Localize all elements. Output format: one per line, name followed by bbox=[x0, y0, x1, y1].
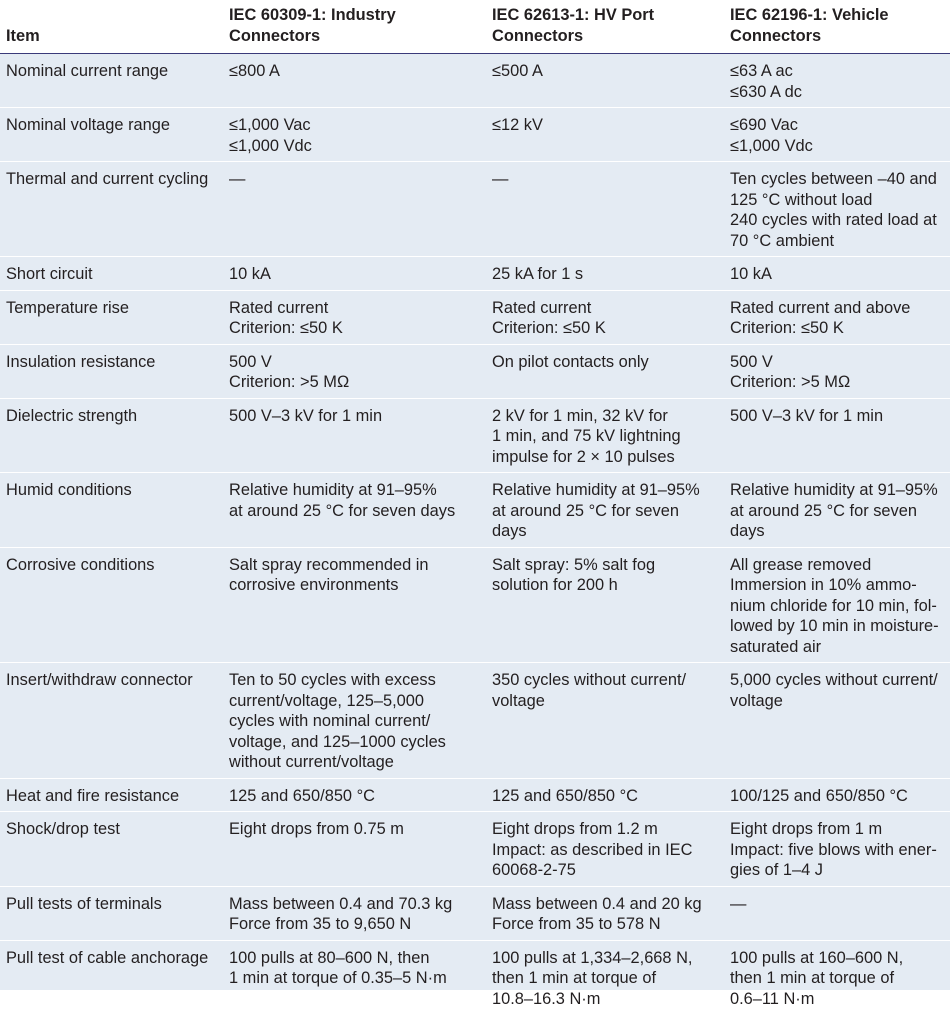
table-row bbox=[0, 778, 950, 812]
cell-text-line: 100 pulls at 1,334–2,668 N, bbox=[492, 948, 693, 967]
iec-62613-cell bbox=[486, 398, 724, 473]
table-row bbox=[0, 162, 950, 257]
cell-text-line: impulse for 2 × 10 pulses bbox=[492, 447, 675, 466]
cell-text-line: 350 cycles without current/ bbox=[492, 671, 687, 689]
row-item-cell bbox=[0, 257, 223, 291]
cell-text-line: 240 cycles with rated load at bbox=[730, 211, 937, 229]
cell-text-line: Short circuit bbox=[6, 265, 93, 283]
cell-text-line: Insert/withdraw connector bbox=[6, 671, 193, 689]
table-row bbox=[0, 473, 950, 548]
cell-text-line: Relative humidity at 91–95% bbox=[229, 481, 437, 499]
iec-62613-cell bbox=[486, 162, 724, 257]
cell-text-line: Corrosive conditions bbox=[6, 555, 155, 574]
cell-text-line: 1 min, and 75 kV lightning bbox=[492, 427, 681, 445]
iec-62196-cell bbox=[724, 778, 950, 812]
row-item-cell bbox=[0, 812, 223, 887]
iec-62613-cell bbox=[486, 473, 724, 548]
cell-text-line: Pull tests of terminals bbox=[6, 894, 162, 913]
header-iec-60309 bbox=[223, 0, 486, 54]
iec-60309-cell bbox=[223, 54, 486, 108]
cell-text-line: at around 25 °C for seven bbox=[492, 501, 679, 520]
cell-text-line: Salt spray: 5% salt fog bbox=[492, 555, 656, 574]
iec-60309-cell bbox=[223, 663, 486, 779]
row-item-cell bbox=[0, 778, 223, 812]
header-item-label: Item bbox=[6, 26, 40, 45]
cell-text-line: ≤630 A dc bbox=[730, 82, 802, 101]
cell-text-line: 0.6–11 N·m bbox=[730, 989, 815, 1008]
header-iec-62196 bbox=[724, 0, 950, 54]
table-body bbox=[0, 54, 950, 1015]
cell-text-line: Rated current and above bbox=[730, 298, 911, 317]
cell-text-line: ≤12 kV bbox=[492, 116, 543, 134]
iec-62196-cell bbox=[724, 886, 950, 940]
cell-text-line: — bbox=[492, 170, 509, 188]
iec-62613-cell bbox=[486, 663, 724, 779]
header-line: Connectors bbox=[229, 26, 321, 45]
header-line: IEC 62613-1: HV Port bbox=[492, 6, 655, 24]
cell-text-line: Criterion: ≤50 K bbox=[492, 319, 606, 337]
iec-62196-cell bbox=[724, 547, 950, 663]
cell-text-line: 1 min at torque of 0.35–5 N·m bbox=[229, 969, 447, 987]
cell-text-line: 60068-2-75 bbox=[492, 861, 576, 879]
table-row bbox=[0, 812, 950, 887]
cell-text-line: Relative humidity at 91–95% bbox=[730, 481, 938, 499]
table-row bbox=[0, 257, 950, 291]
cell-text-line: corrosive environments bbox=[229, 576, 399, 594]
cell-text-line: ≤1,000 Vdc bbox=[229, 136, 312, 155]
cell-text-line: Dielectric strength bbox=[6, 406, 138, 425]
cell-text-line: voltage bbox=[730, 691, 783, 710]
row-item-cell bbox=[0, 398, 223, 473]
cell-text-line: Nominal current range bbox=[6, 62, 169, 80]
iec-60309-cell bbox=[223, 547, 486, 663]
cell-text-line: Heat and fire resistance bbox=[6, 786, 180, 805]
iec-60309-cell bbox=[223, 473, 486, 548]
table-row bbox=[0, 54, 950, 108]
cell-text-line: ≤500 A bbox=[492, 62, 543, 80]
cell-text-line: Shock/drop test bbox=[6, 820, 120, 838]
cell-text-line: ≤690 Vac bbox=[730, 116, 798, 134]
cell-text-line: gies of 1–4 J bbox=[730, 861, 823, 879]
iec-62613-cell bbox=[486, 108, 724, 162]
iec-62613-cell bbox=[486, 54, 724, 108]
cell-text-line: Criterion: ≤50 K bbox=[730, 319, 844, 337]
cell-text-line: ≤63 A ac bbox=[730, 62, 793, 80]
cell-text-line: voltage, and 125–1000 cycles bbox=[229, 732, 446, 751]
iec-62196-cell bbox=[724, 257, 950, 291]
cell-text-line: Impact: five blows with ener- bbox=[730, 840, 937, 859]
iec-62613-cell bbox=[486, 940, 724, 1015]
cell-text-line: at around 25 °C for seven bbox=[730, 501, 917, 520]
cell-text-line: at around 25 °C for seven days bbox=[229, 501, 456, 520]
table-row bbox=[0, 886, 950, 940]
cell-text-line: On pilot contacts only bbox=[492, 352, 649, 371]
header-line: IEC 60309-1: Industry bbox=[229, 6, 396, 24]
iec-62196-cell bbox=[724, 812, 950, 887]
cell-text-line: Criterion: >5 MΩ bbox=[229, 373, 350, 391]
cell-text-line: solution for 200 h bbox=[492, 576, 618, 594]
iec-60309-cell bbox=[223, 778, 486, 812]
row-item-cell bbox=[0, 886, 223, 940]
row-item-cell bbox=[0, 940, 223, 1015]
cell-text-line: nium chloride for 10 min, fol- bbox=[730, 596, 937, 615]
cell-text-line: Humid conditions bbox=[6, 481, 132, 499]
row-item-cell bbox=[0, 344, 223, 398]
cell-text-line: 10.8–16.3 N·m bbox=[492, 989, 601, 1008]
cell-text-line: Eight drops from 0.75 m bbox=[229, 820, 404, 838]
header-line: Connectors bbox=[730, 26, 822, 45]
iec-60309-cell bbox=[223, 398, 486, 473]
cell-text-line: Mass between 0.4 and 20 kg bbox=[492, 894, 702, 913]
iec-62196-cell bbox=[724, 108, 950, 162]
cell-text-line: days bbox=[730, 522, 765, 540]
cell-text-line: voltage bbox=[492, 691, 545, 710]
cell-text-line: Insulation resistance bbox=[6, 352, 156, 371]
cell-text-line: ≤1,000 Vac bbox=[229, 116, 311, 134]
cell-text-line: lowed by 10 min in moisture- bbox=[730, 617, 939, 635]
cell-text-line: Salt spray recommended in bbox=[229, 555, 429, 574]
iec-62196-cell bbox=[724, 290, 950, 344]
header-item bbox=[0, 0, 223, 54]
header-line: IEC 62196-1: Vehicle bbox=[730, 6, 889, 24]
cell-text-line: Ten cycles between –40 and bbox=[730, 170, 937, 188]
iec-62196-cell bbox=[724, 398, 950, 473]
iec-62613-cell bbox=[486, 344, 724, 398]
table-row bbox=[0, 547, 950, 663]
table-row bbox=[0, 398, 950, 473]
iec-60309-cell bbox=[223, 886, 486, 940]
cell-text-line: 500 V–3 kV for 1 min bbox=[730, 406, 884, 425]
cell-text-line: 125 and 650/850 °C bbox=[229, 786, 375, 805]
cell-text-line: ≤1,000 Vdc bbox=[730, 136, 813, 155]
cell-text-line: days bbox=[492, 522, 527, 540]
iec-62613-cell bbox=[486, 778, 724, 812]
cell-text-line: 500 V–3 kV for 1 min bbox=[229, 406, 383, 425]
cell-text-line: 10 kA bbox=[730, 265, 772, 283]
cell-text-line: 2 kV for 1 min, 32 kV for bbox=[492, 406, 668, 425]
table-row bbox=[0, 940, 950, 1015]
cell-text-line: All grease removed bbox=[730, 555, 872, 574]
iec-62196-cell bbox=[724, 344, 950, 398]
cell-text-line: 70 °C ambient bbox=[730, 231, 835, 250]
table-row bbox=[0, 290, 950, 344]
cell-text-line: ≤800 A bbox=[229, 62, 280, 80]
cell-text-line: current/voltage, 125–5,000 bbox=[229, 691, 425, 710]
iec-62196-cell bbox=[724, 162, 950, 257]
cell-text-line: Criterion: ≤50 K bbox=[229, 319, 343, 337]
table-row bbox=[0, 344, 950, 398]
iec-60309-cell bbox=[223, 290, 486, 344]
cell-text-line: Thermal and current cycling bbox=[6, 170, 209, 188]
iec-62613-cell bbox=[486, 812, 724, 887]
cell-text-line: Mass between 0.4 and 70.3 kg bbox=[229, 894, 453, 913]
cell-text-line: then 1 min at torque of bbox=[730, 969, 895, 987]
iec-62196-cell bbox=[724, 473, 950, 548]
cell-text-line: Temperature rise bbox=[6, 298, 129, 317]
iec-60309-cell bbox=[223, 940, 486, 1015]
row-item-cell bbox=[0, 663, 223, 779]
row-item-cell bbox=[0, 290, 223, 344]
cell-text-line: — bbox=[730, 894, 747, 913]
header-iec-62613 bbox=[486, 0, 724, 54]
iec-62613-cell bbox=[486, 290, 724, 344]
cell-text-line: 100/125 and 650/850 °C bbox=[730, 786, 908, 805]
row-item-cell bbox=[0, 547, 223, 663]
cell-text-line: Force from 35 to 578 N bbox=[492, 915, 661, 933]
iec-62196-cell bbox=[724, 663, 950, 779]
iec-62613-cell bbox=[486, 257, 724, 291]
header-row bbox=[0, 0, 950, 54]
iec-60309-cell bbox=[223, 257, 486, 291]
cell-text-line: Impact: as described in IEC bbox=[492, 840, 693, 859]
iec-62613-cell bbox=[486, 886, 724, 940]
cell-text-line: Pull test of cable anchorage bbox=[6, 948, 209, 967]
cell-text-line: 5,000 cycles without current/ bbox=[730, 671, 938, 689]
cell-text-line: Force from 35 to 9,650 N bbox=[229, 915, 412, 933]
row-item-cell bbox=[0, 162, 223, 257]
row-item-cell bbox=[0, 54, 223, 108]
cell-text-line: 125 and 650/850 °C bbox=[492, 786, 638, 805]
cell-text-line: 500 V bbox=[730, 352, 773, 371]
row-item-cell bbox=[0, 108, 223, 162]
cell-text-line: Eight drops from 1 m bbox=[730, 820, 883, 838]
cell-text-line: 125 °C without load bbox=[730, 190, 873, 209]
iec-62196-cell bbox=[724, 54, 950, 108]
cell-text-line: 25 kA for 1 s bbox=[492, 265, 584, 283]
cell-text-line: Nominal voltage range bbox=[6, 116, 171, 134]
cell-text-line: cycles with nominal current/ bbox=[229, 712, 431, 730]
cell-text-line: — bbox=[229, 170, 246, 188]
cell-text-line: without current/voltage bbox=[229, 753, 394, 771]
cell-text-line: Immersion in 10% ammo- bbox=[730, 576, 917, 594]
table-row bbox=[0, 663, 950, 779]
cell-text-line: Eight drops from 1.2 m bbox=[492, 820, 658, 838]
cell-text-line: Rated current bbox=[492, 298, 592, 317]
iec-60309-cell bbox=[223, 344, 486, 398]
iec-60309-cell bbox=[223, 162, 486, 257]
cell-text-line: 100 pulls at 80–600 N, then bbox=[229, 948, 430, 967]
table-row bbox=[0, 108, 950, 162]
cell-text-line: Ten to 50 cycles with excess bbox=[229, 671, 436, 689]
header-line: Connectors bbox=[492, 26, 584, 45]
cell-text-line: 10 kA bbox=[229, 265, 271, 283]
iec-62613-cell bbox=[486, 547, 724, 663]
cell-text-line: 100 pulls at 160–600 N, bbox=[730, 948, 904, 967]
iec-60309-cell bbox=[223, 812, 486, 887]
cell-text-line: Relative humidity at 91–95% bbox=[492, 481, 700, 499]
iec-60309-cell bbox=[223, 108, 486, 162]
row-item-cell bbox=[0, 473, 223, 548]
cell-text-line: 500 V bbox=[229, 352, 272, 371]
iec-62196-cell bbox=[724, 940, 950, 1015]
cell-text-line: saturated air bbox=[730, 637, 822, 656]
table-header bbox=[0, 0, 950, 54]
cell-text-line: then 1 min at torque of bbox=[492, 969, 657, 987]
cell-text-line: Criterion: >5 MΩ bbox=[730, 373, 851, 391]
cell-text-line: Rated current bbox=[229, 298, 329, 317]
